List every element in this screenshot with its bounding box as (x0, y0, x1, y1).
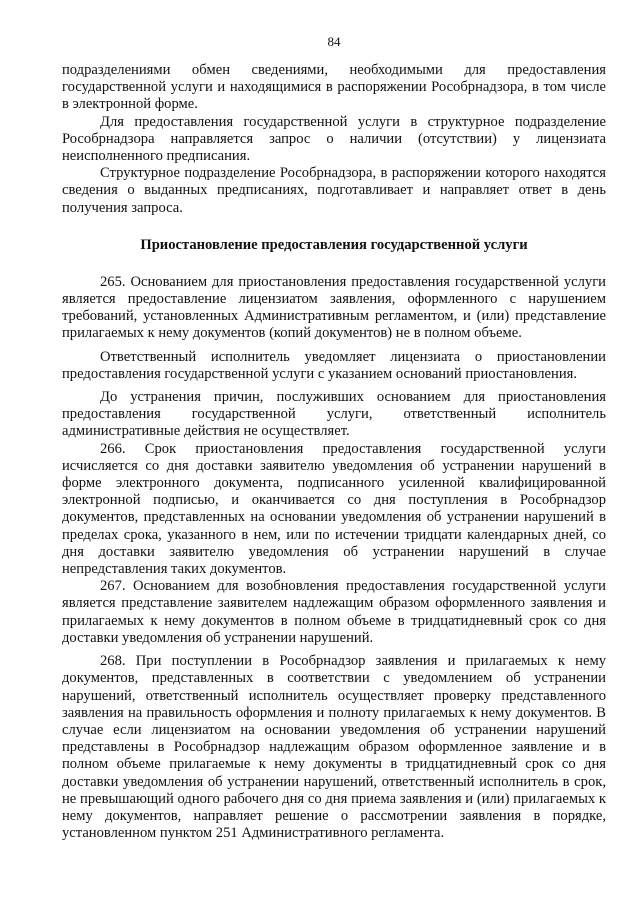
page-number: 84 (327, 34, 341, 49)
paragraph-continuation: подразделениями обмен сведениями, необходимыми для предоставления государственной услуги и находящимися в распоряжении Рособрнадзора, в том числе в электронной форме. (62, 62, 606, 113)
paragraph-response: Структурное подразделение Рособрнадзора, в распоряжении которого находятся сведения о выданных предписаниях, подготавливает и направляет ответ в день получения запроса. (62, 165, 606, 216)
paragraph-266: 266. Срок приостановления предоставления государственной услуги исчисляется со дня доставки заявителю уведомления об устранении нарушений в форме электронного документа, подписанного усиленной квалифицированной электронной подписью, и оканчивается со дня поступления в Рособрнадзор документов, представленных на основании уведомления об устранении нарушений в пределах срока, указанного в нем, или по истечении тридцати календарных дней, со дня доставки заявителю уведомления об устранении нарушений в случае непредставления таких документов. (62, 440, 606, 578)
paragraph-notify: Ответственный исполнитель уведомляет лицензиата о приостановлении предоставления государственной услуги с указанием оснований приостановления. (62, 348, 606, 382)
paragraph-request: Для предоставления государственной услуги в структурное подразделение Рособрнадзора направляется запрос о наличии (отсутствии) у лицензиата неисполненного предписания. (62, 113, 606, 165)
paragraph-268: 268. При поступлении в Рособрнадзор заявления и прилагаемых к нему документов, представленных в соответствии с уведомлением об устранении нарушений, ответственный исполнитель осуществляет проверку представленного заявления на правильность оформления и полноту прилагаемых к нему документов. В случае если лицензиатом на основании уведомления об устранении нарушений представлены в Рособрнадзор надлежащим образом оформленное заявление и в полном объеме прилагаемые к нему документы в тридцатидневный срок со дня доставки уведомления об устранении нарушений, ответственный исполнитель в срок, не превышающий одного рабочего дня со дня приема заявления и (или) прилагаемых к нему документов, направляет решение о рассмотрении заявления в порядке, установленном пунктом 251 Административного регламента. (62, 653, 606, 842)
paragraph-267: 267. Основанием для возобновления предоставления государственной услуги является представление заявителем надлежащим образом оформленного заявления и прилагаемых к нему документов в полном объеме в тридцатидневный срок со дня доставки уведомления об устранении нарушений. (62, 578, 606, 646)
paragraph-265: 265. Основанием для приостановления предоставления государственной услуги является предоставление лицензиатом заявления, оформленного с нарушением требований, установленных Административным регламентом, и (или) представление прилагаемых к нему документов (копий документов) не в полном объеме. (62, 273, 606, 342)
paragraph-until-fixed: До устранения причин, послуживших основанием для приостановления предоставления государственной услуги, ответственный исполнитель административные действия не осуществляет. (62, 389, 606, 440)
section-heading: Приостановление предоставления государственной услуги (140, 236, 528, 253)
